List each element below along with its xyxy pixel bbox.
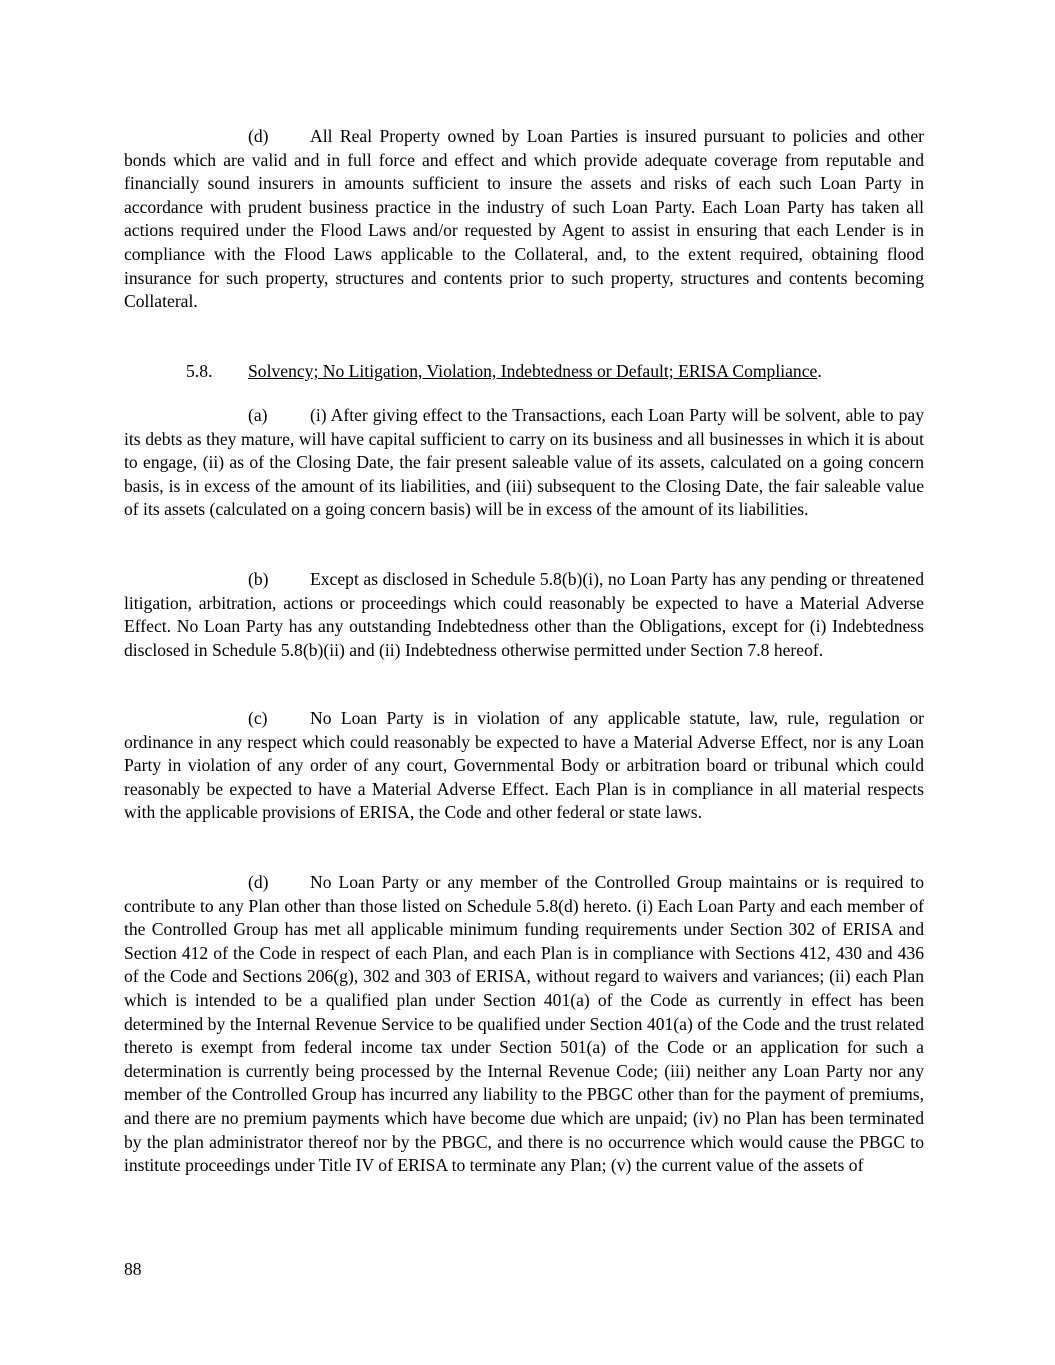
paragraph-d-insurance <box>124 125 924 314</box>
paragraph-text: No Loan Party or any member of the Controlled Group maintains or is required to contribute to any Plan other than those listed on Schedule 5.8(d) hereto. (i) Each Loan Party and each member of the Controlled Group has met all applicable minimum funding requirements under Section 302 of ERISA and Section 412 of the Code in respect of each Plan, and each Plan is in compliance with Sections 412, 430 and 436 of the Code and Sections 206(g), 302 and 303 of ERISA, without regard to waivers and variances; (ii) each Plan which is intended to be a qualified plan under Section 401(a) of the Code as currently in effect has been determined by the Internal Revenue Service to be qualified under Section 401(a) of the Code and the trust related thereto is exempt from federal income tax under Section 501(a) of the Code or an application for such a determination is currently being processed by the Internal Revenue Code; (iii) neither any Loan Party nor any member of the Controlled Group has incurred any liability to the PBGC other than for the payment of premiums, and there are no premium payments which have become due which are unpaid; (iv) no Plan has been terminated by the plan administrator thereof nor by the PBGC, and there is no occurrence which would cause the PBGC to institute proceedings under Title IV of ERISA to terminate any Plan; (v) the current value of the assets of <box>124 872 924 1176</box>
paragraph-d-erisa <box>124 871 924 1178</box>
section-number: 5.8. <box>186 361 213 381</box>
paragraph-label: (b) <box>248 569 269 589</box>
paragraph-label: (d) <box>248 126 269 146</box>
paragraph-label: (a) <box>248 405 268 425</box>
section-title: Solvency; No Litigation, Violation, Indebtedness or Default; ERISA Compliance <box>248 361 818 381</box>
paragraph-text: (i) After giving effect to the Transactions, each Loan Party will be solvent, able to pay its debts as they mature, will have capital sufficient to carry on its business and all businesses in which it is about to engage, (ii) as of the Closing Date, the fair present saleable value of its assets, calculated on a going concern basis, is in excess of the amount of its liabilities, and (iii) subsequent to the Closing Date, the fair saleable value of its assets (calculated on a going concern basis) will be in excess of the amount of its liabilities. <box>124 405 924 520</box>
paragraph-a-solvency <box>124 404 924 522</box>
page-number: 88 <box>124 1259 142 1279</box>
paragraph-text: Except as disclosed in Schedule 5.8(b)(i), no Loan Party has any pending or threatened litigation, arbitration, actions or proceedings which could reasonably be expected to have a Material Adverse Effect. No Loan Party has any outstanding Indebtedness other than the Obligations, except for (i) Indebtedness disclosed in Schedule 5.8(b)(ii) and (ii) Indebtedness otherwise permitted under Section 7.8 hereof. <box>124 569 924 660</box>
paragraph-b-litigation <box>124 568 924 662</box>
section-heading <box>186 360 822 384</box>
paragraph-text: All Real Property owned by Loan Parties is insured pursuant to policies and other bonds which are valid and in full force and effect and which provide adequate coverage from reputable and financially sound insurers in amounts sufficient to insure the assets and risks of each such Loan Party in accordance with prudent business practice in the industry of such Loan Party. Each Loan Party has taken all actions required under the Flood Laws and/or requested by Agent to assist in ensuring that each Lender is in compliance with the Flood Laws applicable to the Collateral, and, to the extent required, obtaining flood insurance for such property, structures and contents prior to such property, structures and contents becoming Collateral. <box>124 126 924 312</box>
paragraph-c-violation <box>124 707 924 825</box>
paragraph-text: No Loan Party is in violation of any applicable statute, law, rule, regulation or ordinance in any respect which could reasonably be expected to have a Material Adverse Effect, nor is any Loan Party in violation of any order of any court, Governmental Body or arbitration board or tribunal which could reasonably be expected to have a Material Adverse Effect. Each Plan is in compliance in all material respects with the applicable provisions of ERISA, the Code and other federal or state laws. <box>124 708 924 823</box>
section-title-period: . <box>817 361 822 381</box>
paragraph-label: (c) <box>248 708 268 728</box>
paragraph-label: (d) <box>248 872 269 892</box>
